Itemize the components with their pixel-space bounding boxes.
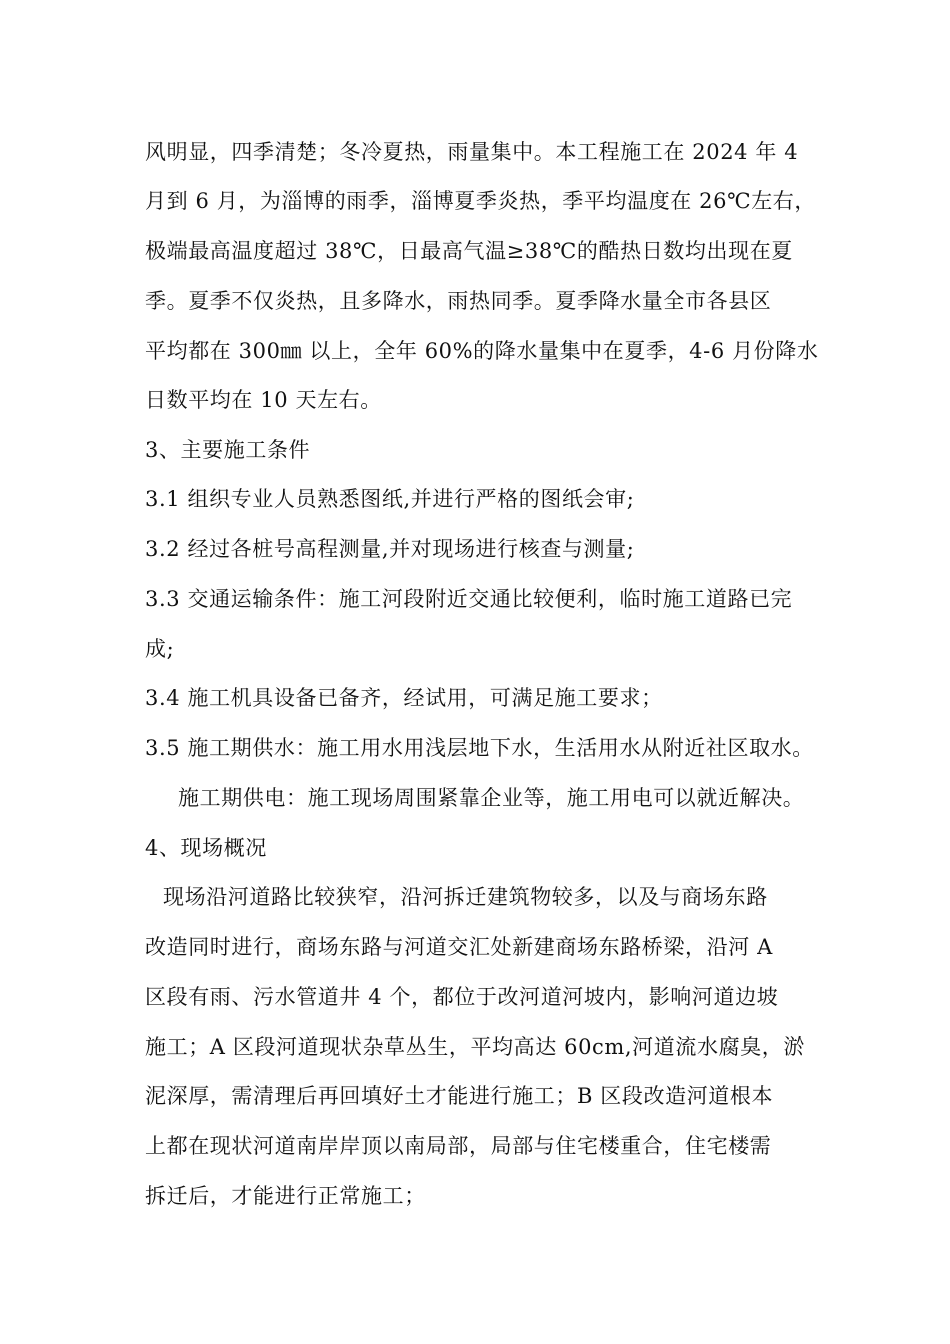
list-item-continuation: 成; (145, 637, 175, 661)
paragraph-line: 平均都在 300㎜ 以上，全年 60%的降水量集中在夏季，4-6 月份降水 (145, 339, 819, 363)
section-heading: 3、主要施工条件 (145, 438, 311, 462)
paragraph-line: 现场沿河道路比较狭窄，沿河拆迁建筑物较多，以及与商场东路 (163, 885, 768, 909)
paragraph-line: 季。夏季不仅炎热，且多降水，雨热同季。夏季降水量全市各县区 (145, 289, 772, 313)
paragraph-line: 泥深厚，需清理后再回填好土才能进行施工；B 区段改造河道根本 (145, 1084, 774, 1108)
paragraph-line: 区段有雨、污水管道井 4 个，都位于改河道河坡内，影响河道边坡 (145, 985, 779, 1009)
paragraph-line: 月到 6 月，为淄博的雨季，淄博夏季炎热，季平均温度在 26℃左右， (145, 189, 816, 213)
power-supply-line: 施工期供电：施工现场周围紧靠企业等，施工用电可以就近解决。 (178, 786, 805, 810)
paragraph-line: 极端最高温度超过 38℃，日最高气温≥38℃的酷热日数均出现在夏 (145, 239, 793, 263)
paragraph-line: 日数平均在 10 天左右。 (145, 388, 382, 412)
list-item: 3.5 施工期供水：施工用水用浅层地下水，生活用水从附近社区取水。 (145, 736, 814, 760)
paragraph-line: 改造同时进行，商场东路与河道交汇处新建商场东路桥梁，沿河 A (145, 935, 773, 959)
list-item: 3.3 交通运输条件：施工河段附近交通比较便利，临时施工道路已完 (145, 587, 793, 611)
list-item: 3.2 经过各桩号高程测量,并对现场进行核查与测量; (145, 537, 635, 561)
paragraph-line: 拆迁后，才能进行正常施工； (145, 1184, 426, 1208)
paragraph-line: 风明显，四季清楚；冬冷夏热，雨量集中。本工程施工在 2024 年 4 (145, 140, 799, 164)
section-heading: 4、现场概况 (145, 836, 267, 860)
list-item: 3.1 组织专业人员熟悉图纸,并进行严格的图纸会审; (145, 487, 635, 511)
list-item: 3.4 施工机具设备已备齐，经试用，可满足施工要求； (145, 686, 663, 710)
paragraph-line: 施工；A 区段河道现状杂草丛生，平均高达 60cm,河道流水腐臭，淤 (145, 1035, 805, 1059)
paragraph-line: 上都在现状河道南岸岸顶以南局部，局部与住宅楼重合，住宅楼需 (145, 1134, 772, 1158)
